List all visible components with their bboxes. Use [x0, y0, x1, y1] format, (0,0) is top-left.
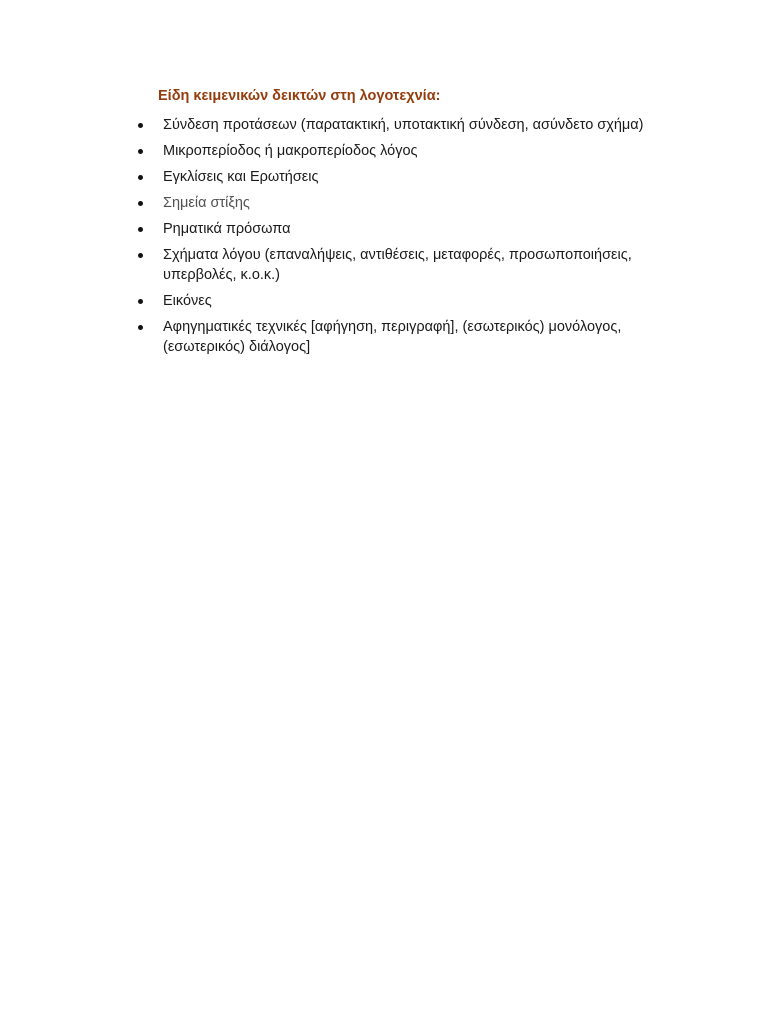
list-item: [136, 219, 656, 239]
list-item-text: Ρηματικά πρόσωπα: [163, 221, 291, 237]
bullet-icon: [138, 253, 143, 258]
list-item: [136, 193, 656, 213]
section-heading: Είδη κειμενικών δεικτών στη λογοτεχνία:: [158, 88, 441, 104]
bullet-icon: [138, 227, 143, 232]
list-item-text: Μικροπερίοδος ή μακροπερίοδος λόγος: [163, 143, 418, 159]
list-item-text: Σύνδεση προτάσεων (παρατακτική, υποτακτική σύνδεση, ασύνδετο σχήμα): [163, 117, 644, 133]
bullet-icon: [138, 123, 143, 128]
list-item-text: Εγκλίσεις και Ερωτήσεις: [163, 169, 319, 185]
list-item: [136, 141, 656, 161]
bullet-list: [136, 115, 656, 363]
list-item: [136, 167, 656, 187]
bullet-icon: [138, 175, 143, 180]
bullet-icon: [138, 299, 143, 304]
list-item-text: Αφηγηματικές τεχνικές [αφήγηση, περιγραφή], (εσωτερικός) μονόλογος, (εσωτερικός) διάλογος]: [163, 319, 622, 355]
list-item: [136, 115, 656, 135]
list-item: [136, 317, 656, 357]
bullet-icon: [138, 149, 143, 154]
list-item-text: Σχήματα λόγου (επαναλήψεις, αντιθέσεις, μεταφορές, προσωποποιήσεις, υπερβολές, κ.ο.κ.): [163, 247, 632, 283]
list-item-text: Σημεία στίξης: [163, 195, 250, 211]
list-item: [136, 291, 656, 311]
list-item: [136, 245, 656, 285]
bullet-icon: [138, 325, 143, 330]
list-item-text: Εικόνες: [163, 293, 212, 309]
bullet-icon: [138, 201, 143, 206]
